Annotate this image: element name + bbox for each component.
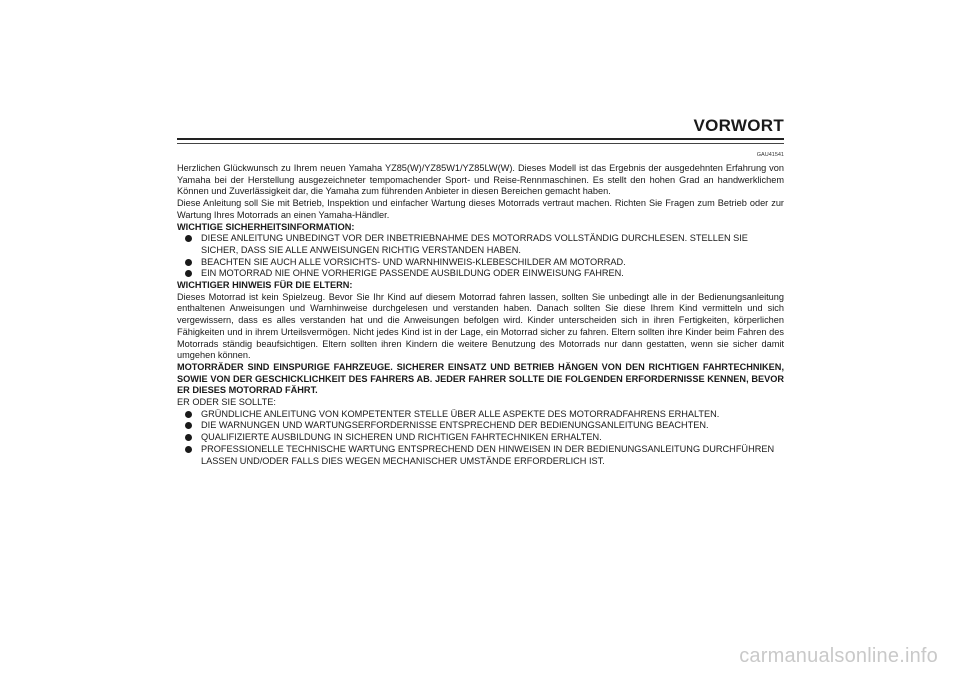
list-item-text: BEACHTEN SIE AUCH ALLE VORSICHTS- UND WARNHINWEIS-KLEBESCHILDER AM MOTORRAD. (201, 256, 626, 267)
parents-heading: WICHTIGER HINWEIS FÜR DIE ELTERN: (177, 280, 353, 291)
parents-paragraph: Dieses Motorrad ist kein Spielzeug. Bevor Sie Ihr Kind auf diesem Motorrad fahren lassen, sollten Sie unbedingt alle in der Bedienungsanleitung enthaltenen Anweisungen und Warnhinweise durchgelesen und verstanden haben. Danach sollten Sie diese Ihrem Kind vermitteln und sich vergewissern, dass es alles verstanden hat und die Anweisungen befolgen wird. Kinder unterscheiden sich in ihren Fertigkeiten, körperlichen Fähigkeiten und in ihrem Urteilsvermögen. Nicht jedes Kind ist in der Lage, ein Motorrad sicher zu fahren. Eltern sollten ihre Kinder beim Fahren des Motorrads ständig beaufsichtigen. Eltern sollten ihren Kindern die weitere Benutzung des Motorrads nur dann gestatten, wenn sie sicher damit umgehen können. (177, 291, 784, 361)
list-item (201, 268, 784, 280)
bullet-icon (185, 446, 192, 453)
watermark-text: carmanualsonline.info (739, 645, 938, 667)
riders-warning: MOTORRÄDER SIND EINSPURIGE FAHRZEUGE. SICHERER EINSATZ UND BETRIEB HÄNGEN VON DEN RICHTIGEN FAHRTECHNIKEN, SOWIE VON DER GESCHICKLICHKEIT DES FAHRERS AB. JEDER FAHRER SOLLTE DIE FOLGENDEN ERFORDERNISSE KENNEN, BEVOR ER DIESES MOTORRAD FÄHRT. (177, 361, 784, 396)
bullet-icon (185, 434, 192, 441)
list-item-text: GRÜNDLICHE ANLEITUNG VON KOMPETENTER STELLE ÜBER ALLE ASPEKTE DES MOTORRADFAHRENS ERHALTEN. (201, 408, 720, 419)
list-item (201, 420, 784, 432)
bullet-icon (185, 259, 192, 266)
bullet-icon (185, 235, 192, 242)
list-item (201, 444, 784, 467)
document-code: GAU41541 (756, 152, 784, 158)
page-title: VORWORT (693, 116, 784, 135)
list-item (201, 257, 784, 269)
safety-heading: WICHTIGE SICHERHEITSINFORMATION: (177, 221, 355, 232)
bullet-icon (185, 422, 192, 429)
list-item-text: PROFESSIONELLE TECHNISCHE WARTUNG ENTSPRECHEND DEN HINWEISEN IN DER BEDIENUNGSANLEITUNG DURCHFÜHREN LASSEN UND/ODER FALLS DIES WEGEN MECHANISCHER UMSTÄNDE ERFORDERLICH IST. (201, 443, 775, 466)
safety-list (177, 233, 784, 280)
list-item (201, 409, 784, 421)
bullet-icon (185, 411, 192, 418)
riders-lead: ER ODER SIE SOLLTE: (177, 397, 276, 408)
list-item-text: DIESE ANLEITUNG UNBEDINGT VOR DER INBETRIEBNAHME DES MOTORRADS VOLLSTÄNDIG DURCHLESEN. STELLEN SIE SICHER, DASS SIE ALLE ANWEISUNGEN RICHTIG VERSTANDEN HABEN. (201, 233, 748, 255)
header-rule-thick (177, 138, 784, 140)
intro-paragraph-1: Herzlichen Glückwunsch zu Ihrem neuen Yamaha YZ85(W)/YZ85W1/YZ85LW(W). Dieses Modell ist das Ergebnis der ausgedehnten Erfahrung von Yamaha bei der Herstellung ausgezeichneter tempomachender Sport- und Reise-Rennmaschinen. Es stellt den hohen Grad an handwerklichem Können und Zuverlässigkeit dar, die Yamaha zum führenden Anbieter in diesen Bereichen gemacht haben. (177, 163, 784, 197)
list-item (201, 432, 784, 444)
list-item-text: EIN MOTORRAD NIE OHNE VORHERIGE PASSENDE AUSBILDUNG ODER EINWEISUNG FAHREN. (201, 268, 624, 279)
page-content (177, 163, 784, 467)
riders-list (177, 409, 784, 468)
list-item-text: DIE WARNUNGEN UND WARTUNGSERFORDERNISSE ENTSPRECHEND DER BEDIENUNGSANLEITUNG BEACHTEN. (201, 420, 709, 431)
bullet-icon (185, 270, 192, 277)
list-item (201, 233, 784, 256)
header-rule-thin (177, 143, 784, 144)
list-item-text: QUALIFIZIERTE AUSBILDUNG IN SICHEREN UND RICHTIGEN FAHRTECHNIKEN ERHALTEN. (201, 432, 602, 443)
intro-paragraph-2: Diese Anleitung soll Sie mit Betrieb, Inspektion und einfacher Wartung dieses Motorrads vertraut machen. Richten Sie Fragen zum Betrieb oder zur Wartung Ihres Motorrads an einen Yamaha-Händler. (177, 198, 784, 220)
